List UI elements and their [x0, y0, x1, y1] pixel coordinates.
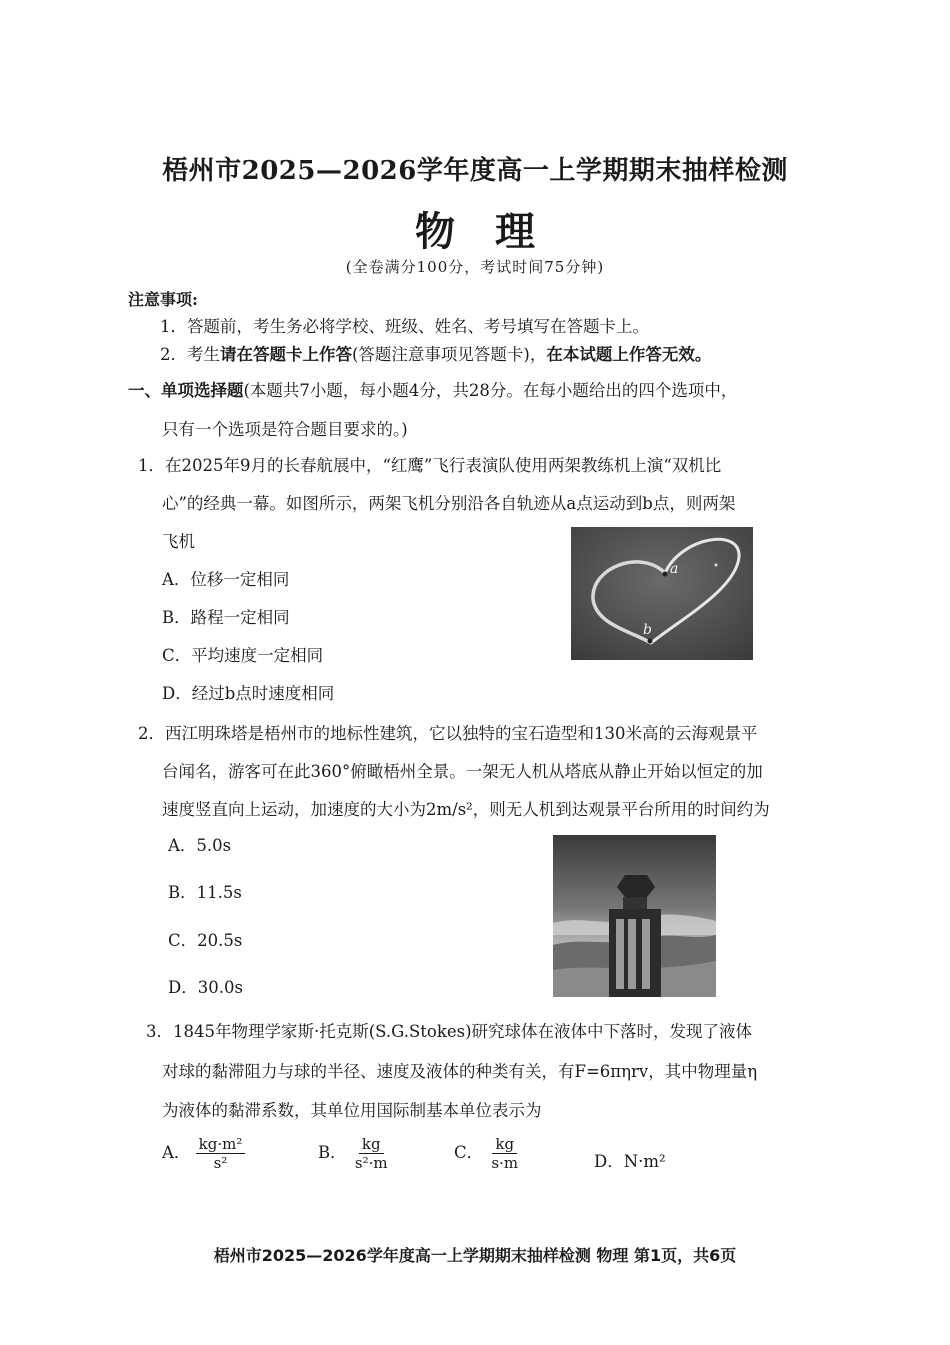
section-1-desc: (本题共7小题，每小题4分，共28分。在每小题给出的四个选项中， — [243, 381, 738, 400]
q1-line-3: 飞机 — [162, 532, 195, 551]
q2-line-3: 速度竖直向上运动，加速度的大小为2m/s²，则无人机到达观景平台所用的时间约为 — [162, 800, 770, 819]
q3-option-a-denominator: s² — [213, 1154, 228, 1172]
point-a-marker — [663, 572, 668, 577]
notice-item-2-part-b: 请在答题卡上作答 — [220, 345, 352, 364]
q3-option-c-numerator: kg — [492, 1135, 517, 1154]
q3-line-3: 为液体的黏滞系数，其单位用国际制基本单位表示为 — [162, 1101, 542, 1120]
full-mark-note: (全卷满分100分，考试时间75分钟) — [345, 258, 605, 276]
page-footer: 梧州市2025—2026学年度高一上学期期末抽样检测 物理 第1页，共6页 — [213, 1246, 737, 1265]
q1-line-1: 1．在2025年9月的长春航展中，“红鹰”飞行表演队使用两架教练机上演“双机比 — [138, 456, 722, 475]
q2-option-a: A．5.0s — [168, 836, 232, 855]
heart-trail-svg — [571, 527, 753, 660]
q3-line-2: 对球的黏滞阻力与球的半径、速度及液体的种类有关，有F=6πηrv，其中物理量η — [162, 1062, 758, 1081]
subject-title: 物理 — [415, 208, 575, 255]
q3-line-1: 3．1845年物理学家斯·托克斯(S.G.Stokes)研究球体在液体中下落时，发现了液体 — [146, 1022, 753, 1041]
q3-option-b-denominator: s²·m — [354, 1154, 388, 1172]
q3-option-c-fraction — [488, 1135, 521, 1172]
q3-option-b-fraction — [352, 1135, 391, 1172]
q3-option-a-fraction — [196, 1135, 246, 1172]
exam-title: 梧州市2025—2026学年度高一上学期期末抽样检测 — [162, 156, 788, 186]
notice-item-2-part-a: 2．考生 — [160, 345, 220, 364]
notice-item-2 — [160, 341, 711, 365]
q1-line-2: 心”的经典一幕。如图所示，两架飞机分别沿各自轨迹从a点运动到b点，则两架 — [162, 494, 736, 513]
section-1-line-2: 只有一个选项是符合题目要求的。) — [162, 420, 408, 439]
q1-option-b: B．路程一定相同 — [162, 608, 290, 627]
q2-option-b: B．11.5s — [168, 883, 242, 902]
notice-heading: 注意事项: — [128, 290, 198, 309]
section-1-heading: 一、单项选择题 — [128, 381, 244, 400]
q3-option-b-numerator: kg — [359, 1135, 384, 1154]
notice-item-2-part-d: 在本试题上作答无效。 — [546, 345, 712, 364]
point-b-marker — [648, 639, 653, 644]
q2-option-d: D．30.0s — [168, 978, 243, 997]
q3-option-a — [162, 1135, 245, 1172]
section-1-line-1 — [128, 377, 737, 401]
q1-option-d: D．经过b点时速度相同 — [162, 684, 335, 703]
heart-trail-photo — [571, 527, 753, 660]
q3-option-b-label: B． — [318, 1143, 347, 1162]
q2-option-c: C．20.5s — [168, 931, 243, 950]
q1-option-a: A．位移一定相同 — [162, 570, 290, 589]
notice-item-2-part-c: (答题注意事项见答题卡)， — [352, 345, 547, 364]
q3-option-b — [318, 1135, 391, 1172]
q3-option-a-numerator: kg·m² — [196, 1135, 246, 1154]
q3-option-c — [454, 1135, 521, 1172]
q3-option-d: D．N·m² — [594, 1152, 666, 1171]
q3-option-a-label: A． — [162, 1143, 191, 1162]
q2-line-1: 2．西江明珠塔是梧州市的地标性建筑，它以独特的宝石造型和130米高的云海观景平 — [138, 724, 758, 743]
label-b: b — [643, 622, 652, 638]
label-a: a — [670, 561, 679, 577]
notice-item-1: 1．答题前，考生务必将学校、班级、姓名、考号填写在答题卡上。 — [160, 317, 649, 336]
q3-option-c-denominator: s·m — [491, 1154, 519, 1172]
tower-photo-svg — [553, 835, 716, 997]
q2-line-2: 台闻名，游客可在此360°俯瞰梧州全景。一架无人机从塔底从静止开始以恒定的加 — [162, 762, 763, 781]
q3-option-c-label: C． — [454, 1143, 484, 1162]
tower-photo — [553, 835, 716, 997]
q1-option-c: C．平均速度一定相同 — [162, 646, 324, 665]
